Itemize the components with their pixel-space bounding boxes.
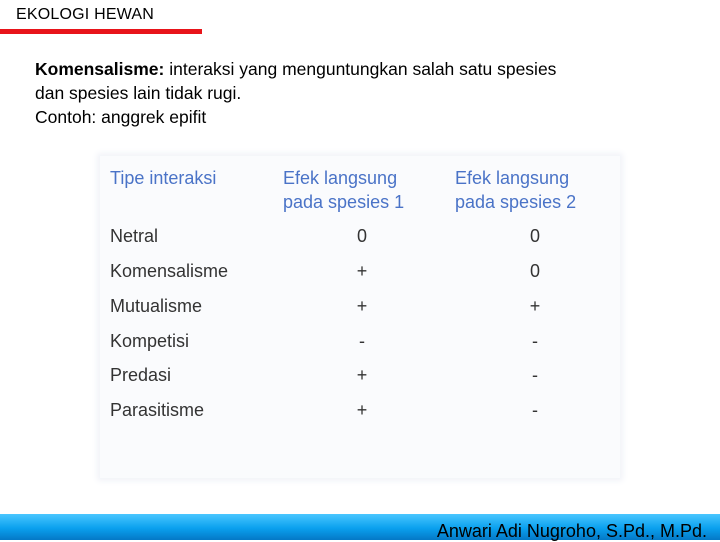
definition-text: interaksi yang menguntungkan salah satu spesies [169, 59, 557, 79]
row-sp1-komensalisme: + [356, 261, 368, 281]
row-sp1-predasi: + [356, 365, 368, 385]
row-sp1-kompetisi: - [359, 331, 365, 351]
column-header-species-1 [283, 166, 404, 214]
row-sp2-kompetisi: - [532, 331, 538, 351]
column-header-type-line1: Tipe interaksi [110, 168, 217, 188]
definition-line [35, 57, 556, 81]
column-header-species-1-line1: Efek langsung [283, 168, 398, 188]
row-type-mutualisme: Mutualisme [110, 296, 203, 316]
row-sp2-komensalisme: 0 [529, 261, 540, 281]
row-type-parasitisme: Parasitisme [110, 400, 205, 420]
column-header-species-2-line1: Efek langsung [455, 168, 570, 188]
row-type-predasi: Predasi [110, 365, 172, 385]
row-sp2-mutualisme: + [529, 296, 541, 316]
intro-text [35, 57, 556, 129]
column-header-species-2-line2: pada spesies 2 [455, 192, 577, 212]
row-sp1-mutualisme: + [356, 296, 368, 316]
footer-author-credit: Anwari Adi Nugroho, S.Pd., M.Pd. [436, 521, 707, 541]
interaction-table [100, 156, 620, 478]
column-header-species-1-line2: pada spesies 1 [283, 192, 405, 212]
header-accent-rule [0, 29, 202, 34]
row-sp2-netral: 0 [529, 226, 540, 246]
row-sp1-netral: 0 [356, 226, 367, 246]
row-type-komensalisme: Komensalisme [110, 261, 229, 281]
definition-continuation: dan spesies lain tidak rugi. [35, 83, 242, 103]
definition-term: Komensalisme: [35, 59, 165, 79]
row-type-kompetisi: Kompetisi [110, 331, 190, 351]
row-type-netral: Netral [110, 226, 159, 246]
column-header-type [110, 166, 216, 190]
slide-header-title: EKOLOGI HEWAN [16, 6, 155, 23]
row-sp2-predasi: - [532, 365, 538, 385]
row-sp1-parasitisme: + [356, 400, 368, 420]
column-header-species-2 [455, 166, 576, 214]
row-sp2-parasitisme: - [532, 400, 538, 420]
example-line: Contoh: anggrek epifit [35, 107, 207, 127]
